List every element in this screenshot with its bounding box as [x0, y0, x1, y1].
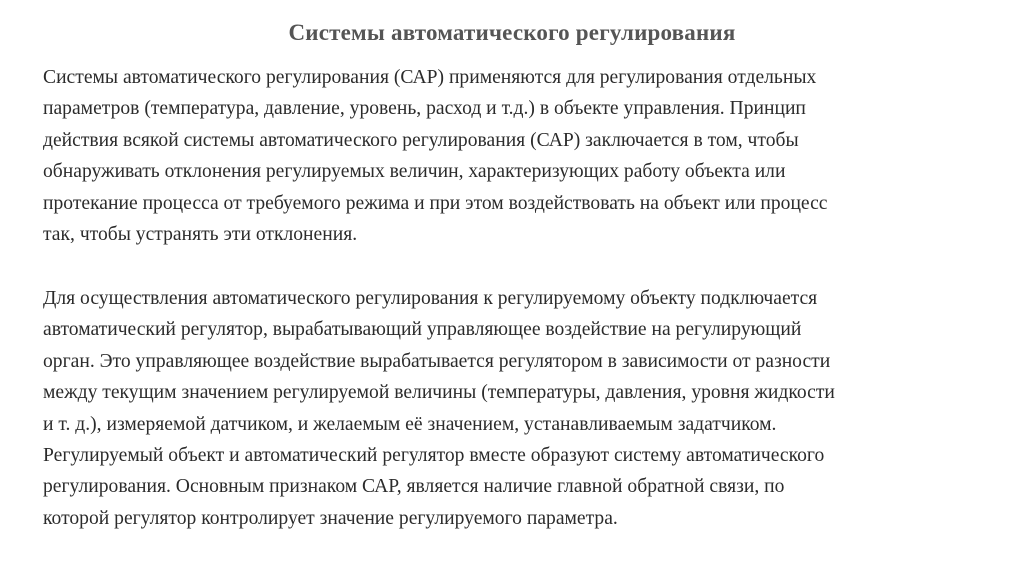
paragraph-line: Системы автоматического регулирования (САР) применяются для регулирования отдельных	[43, 67, 817, 88]
paragraph-line: протекание процесса от требуемого режима и при этом воздействовать на объект или процесс	[43, 192, 828, 214]
paragraph-2	[43, 283, 1003, 534]
paragraph-line: между текущим значением регулируемой величины (температуры, давления, уровня жидкости	[43, 382, 835, 404]
paragraph-line: Регулируемый объект и автоматический регулятор вместе образуют систему автоматического	[43, 445, 825, 467]
paragraph-line: регулирования. Основным признаком САР, является наличие главной обратной связи, по	[43, 476, 785, 498]
paragraph-line: параметров (температура, давление, уровень, расход и т.д.) в объекте управления. Принцип	[43, 98, 806, 120]
paragraph-line: так, чтобы устранять эти отклонения.	[43, 224, 358, 246]
slide-title: Системы автоматического регулирования	[288, 20, 736, 45]
paragraph-1	[43, 62, 1003, 250]
paragraph-line: Для осуществления автоматического регулирования к регулируемому объекту подключается	[43, 288, 818, 309]
paragraph-line: автоматический регулятор, вырабатывающий управляющее воздействие на регулирующий	[43, 319, 802, 341]
paragraph-line: которой регулятор контролирует значение регулируемого параметра.	[43, 507, 618, 529]
paragraph-line: орган. Это управляющее воздействие вырабатывается регулятором в зависимости от разности	[43, 350, 831, 372]
paragraph-line: и т. д.), измеряемой датчиком, и желаемым её значением, устанавливаемым задатчиком.	[43, 413, 777, 435]
paragraph-line: действия всякой системы автоматического регулирования (САР) заключается в том, чтобы	[43, 129, 799, 151]
paragraph-line: обнаруживать отклонения регулируемых величин, характеризующих работу объекта или	[43, 161, 786, 183]
